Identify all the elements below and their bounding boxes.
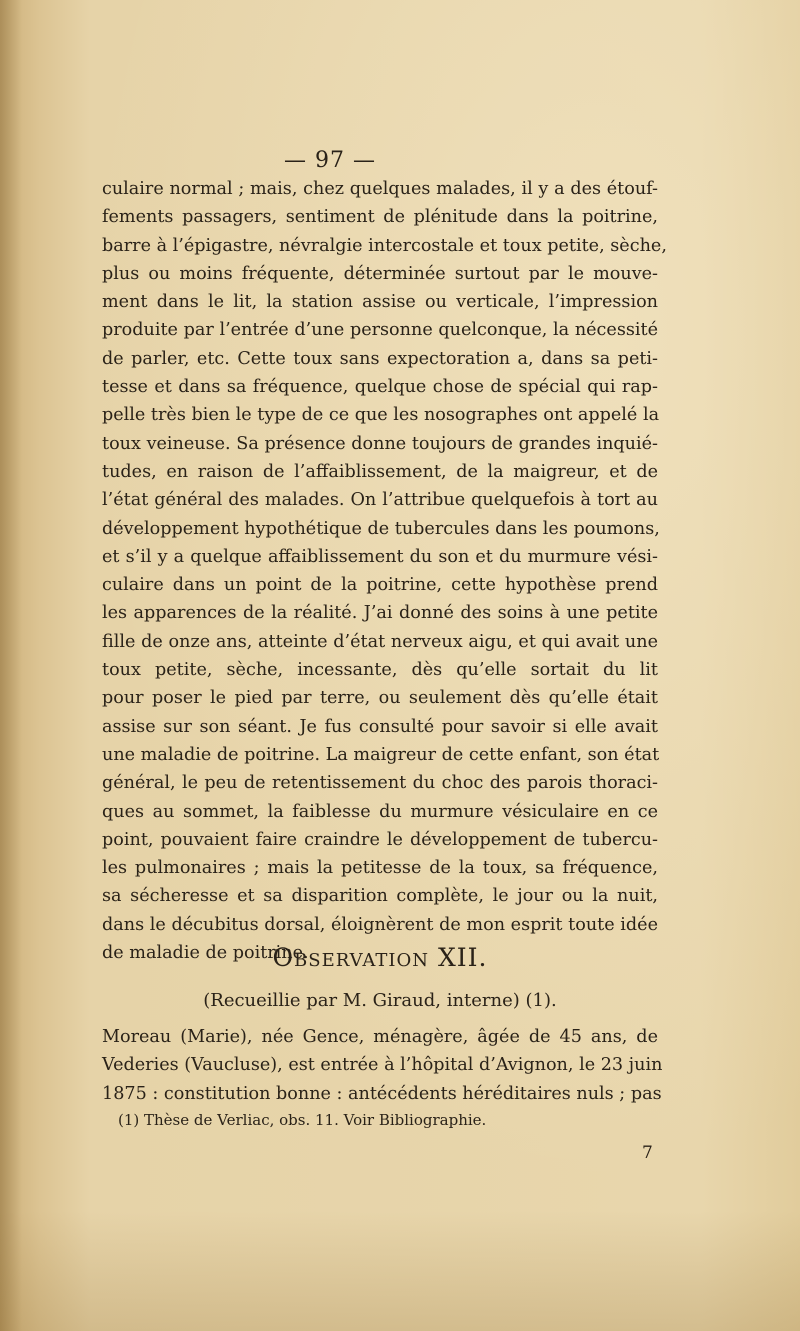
text-line: et s’il y a quelque affaiblissement du son et du murmure vési- (102, 546, 658, 567)
signature-mark: 7 (642, 1143, 653, 1163)
text-line: plus ou moins fréquente, déterminée surtout par le mouve- (102, 263, 658, 284)
text-line: produite par l’entrée d’une personne quelconque, la nécessité (102, 320, 658, 341)
text-line: fille de onze ans, atteinte d’état nerveux aigu, et qui avait une (102, 631, 658, 652)
text-line: sa sécheresse et sa disparition complète, le jour ou la nuit, (102, 886, 658, 907)
text-line: barre à l’épigastre, névralgie intercostale et toux petite, sèche, (102, 235, 667, 256)
paragraph-2 (102, 1023, 663, 1108)
text-line: tesse et dans sa fréquence, quelque chose de spécial qui rap- (102, 377, 658, 398)
text-line: général, le peu de retentissement du choc des parois thoraci- (102, 773, 658, 794)
text-line: dans le décubitus dorsal, éloignèrent de mon esprit toute idée (102, 914, 658, 935)
text-line: développement hypothétique de tubercules dans les poumons, (102, 518, 660, 539)
text-line: tudes, en raison de l’affaiblissement, de la maigreur, et de (102, 461, 658, 482)
footnote: (1) Thèse de Verliac, obs. 11. Voir Bibliographie. (118, 1111, 487, 1129)
text-line: une maladie de poitrine. La maigreur de cette enfant, son état (102, 744, 660, 765)
text-line: ques au sommet, la faiblesse du murmure vésiculaire en ce (102, 801, 658, 822)
text-line: l’état général des malades. On l’attribue quelquefois à tort au (102, 490, 658, 511)
page-bottom-shading (0, 1211, 800, 1331)
page-number: — 97 — (284, 148, 376, 173)
text-line: Moreau (Marie), née Gence, ménagère, âgée de 45 ans, de (102, 1027, 658, 1047)
text-line: fements passagers, sentiment de plénitude dans la poitrine, (102, 207, 658, 228)
text-line: les apparences de la réalité. J’ai donné des soins à une petite (102, 603, 658, 624)
text-line: les pulmonaires ; mais la petitesse de la toux, sa fréquence, (102, 858, 658, 879)
text-line: de maladie de poitrine. (102, 943, 309, 964)
text-line: toux petite, sèche, incessante, dès qu’elle sortait du lit (102, 660, 658, 681)
text-line: culaire normal ; mais, chez quelques malades, il y a des étouf- (102, 179, 658, 199)
text-line: 1875 : constitution bonne : antécédents héréditaires nuls ; pas (102, 1083, 662, 1104)
text-line: assise sur son séant. Je fus consulté pour savoir si elle avait (102, 716, 658, 737)
paragraph-1 (102, 175, 667, 967)
text-line: pour poser le pied par terre, ou seulement dès qu’elle était (102, 688, 658, 709)
observation-subheading: (Recueillie par M. Giraud, interne) (1). (203, 990, 557, 1011)
text-line: pelle très bien le type de ce que les nosographes ont appelé la (102, 405, 660, 426)
binding-shadow (0, 0, 22, 1331)
text-line: de parler, etc. Cette toux sans expectoration a, dans sa peti- (102, 348, 658, 369)
observation-heading: Observation XII. (272, 943, 488, 972)
text-line: point, pouvaient faire craindre le développement de tubercu- (102, 829, 658, 850)
text-line: toux veineuse. Sa présence donne toujours de grandes inquié- (102, 433, 658, 454)
text-line: Vederies (Vaucluse), est entrée à l’hôpital d’Avignon, le 23 juin (102, 1055, 663, 1076)
text-line: culaire dans un point de la poitrine, cette hypothèse prend (102, 575, 658, 596)
text-line: ment dans le lit, la station assise ou verticale, l’impression (102, 292, 658, 313)
